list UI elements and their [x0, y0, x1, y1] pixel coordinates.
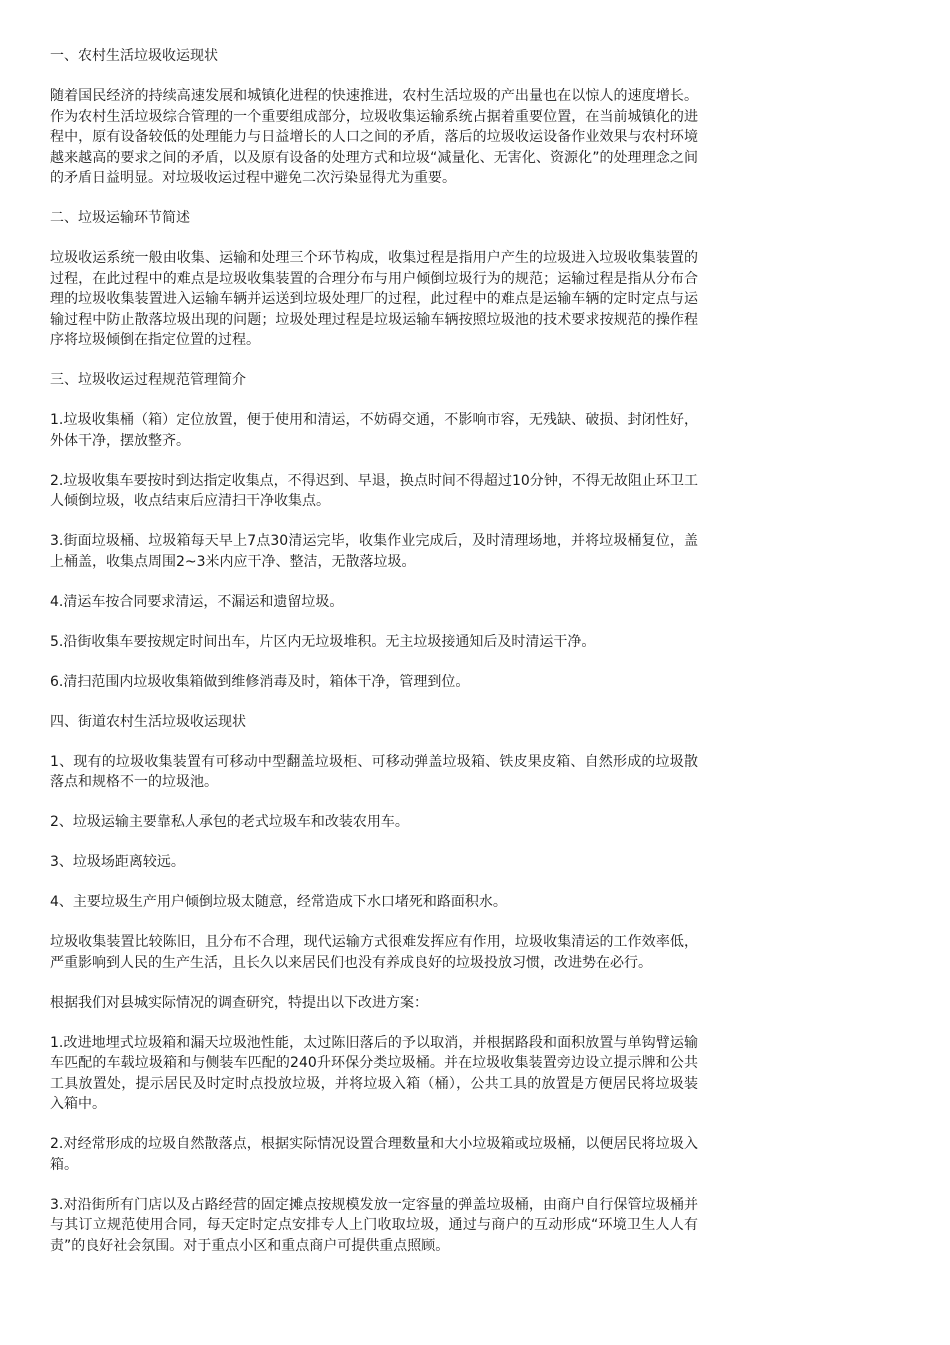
list-item: 2.垃圾收集车要按时到达指定收集点，不得迟到、早退，换点时间不得超过10分钟，不得无故阻止环卫工人倾倒垃圾，收点结束后应清扫干净收集点。 [50, 472, 698, 509]
list-item: 4.清运车按合同要求清运，不漏运和遗留垃圾。 [50, 593, 344, 610]
paragraph: 根据我们对县城实际情况的调查研究，特提出以下改进方案： [50, 994, 428, 1011]
paragraph: 垃圾收集装置比较陈旧，且分布不合理，现代运输方式很难发挥应有作用，垃圾收集清运的工作效率低，严重影响到人民的生产生活，且长久以来居民们也没有养成良好的垃圾投放习惯，改进势在必行。 [50, 934, 698, 971]
list-item: 2、垃圾运输主要靠私人承包的老式垃圾车和改装农用车。 [50, 814, 409, 830]
list-item: 6.清扫范围内垃圾收集箱做到维修消毒及时，箱体干净，管理到位。 [50, 673, 470, 690]
list-item: 2.对经常形成的垃圾自然散落点，根据实际情况设置合理数量和大小垃圾箱或垃圾桶，以便居民将垃圾入箱。 [50, 1136, 698, 1173]
paragraph: 随着国民经济的持续高速发展和城镇化进程的快速推进，农村生活垃圾的产出量也在以惊人的速度增长。作为农村生活垃圾综合管理的一个重要组成部分，垃圾收集运输系统占据着重要位置，在当前城镇化的进程中，原有设备较低的处理能力与日益增长的人口之间的矛盾，落后的垃圾收运设备作业效果与农村环境越来越高的要求之间的矛盾，以及原有设备的处理方式和垃圾“减量化、无害化、资源化”的处理理念之间的矛盾日益明显。对垃圾收运过程中避免二次污染显得尤为重要。 [50, 88, 698, 186]
list-item: 1.垃圾收集桶（箱）定位放置，便于使用和清运，不妨碍交通，不影响市容，无残缺、破损、封闭性好，外体干净，摆放整齐。 [50, 412, 698, 449]
list-item: 3.对沿街所有门店以及占路经营的固定摊点按规模发放一定容量的弹盖垃圾桶，由商户自行保管垃圾桶并与其订立规范使用合同，每天定时定点安排专人上门收取垃圾，通过与商户的互动形成“环境卫生人人有责”的良好社会氛围。对于重点小区和重点商户可提供重点照顾。 [50, 1196, 698, 1254]
section-heading: 一、农村生活垃圾收运现状 [50, 48, 218, 64]
paragraph: 垃圾收运系统一般由收集、运输和处理三个环节构成，收集过程是指用户产生的垃圾进入垃圾收集装置的过程，在此过程中的难点是垃圾收集装置的合理分布与用户倾倒垃圾行为的规范；运输过程是指从分布合理的垃圾收集装置进入运输车辆并运送到垃圾处理厂的过程，此过程中的难点是运输车辆的定时定点与运输过程中防止散落垃圾出现的问题；垃圾处理过程是垃圾运输车辆按照垃圾池的技术要求按规范的操作程序将垃圾倾倒在指定位置的过程。 [50, 250, 698, 348]
list-item: 1.改进地埋式垃圾箱和漏天垃圾池性能，太过陈旧落后的予以取消，并根据路段和面积放置与单钩臂运输车匹配的车载垃圾箱和与侧装车匹配的240升环保分类垃圾桶。并在垃圾收集装置旁边设立提示牌和公共工具放置处，提示居民及时定时点投放垃圾，并将垃圾入箱（桶），公共工具的放置是方便居民将垃圾装入箱中。 [50, 1034, 698, 1112]
list-item: 4、主要垃圾生产用户倾倒垃圾太随意，经常造成下水口堵死和路面积水。 [50, 894, 507, 910]
list-item: 5.沿街收集车要按规定时间出车，片区内无垃圾堆积。无主垃圾接通知后及时清运干净。 [50, 633, 596, 650]
list-item: 3.街面垃圾桶、垃圾箱每天早上7点30清运完毕，收集作业完成后，及时清理场地，并将垃圾桶复位，盖上桶盖，收集点周围2~3米内应干净、整洁，无散落垃圾。 [50, 533, 698, 570]
list-item: 1、现有的垃圾收集装置有可移动中型翻盖垃圾柜、可移动弹盖垃圾箱、铁皮果皮箱、自然形成的垃圾散落点和规格不一的垃圾池。 [50, 753, 698, 790]
section-heading: 二、垃圾运输环节简述 [50, 210, 190, 226]
section-heading: 三、垃圾收运过程规范管理简介 [50, 372, 246, 388]
section-heading: 四、街道农村生活垃圾收运现状 [50, 713, 246, 730]
document-body [50, 46, 698, 1276]
list-item: 3、垃圾场距离较远。 [50, 854, 185, 870]
